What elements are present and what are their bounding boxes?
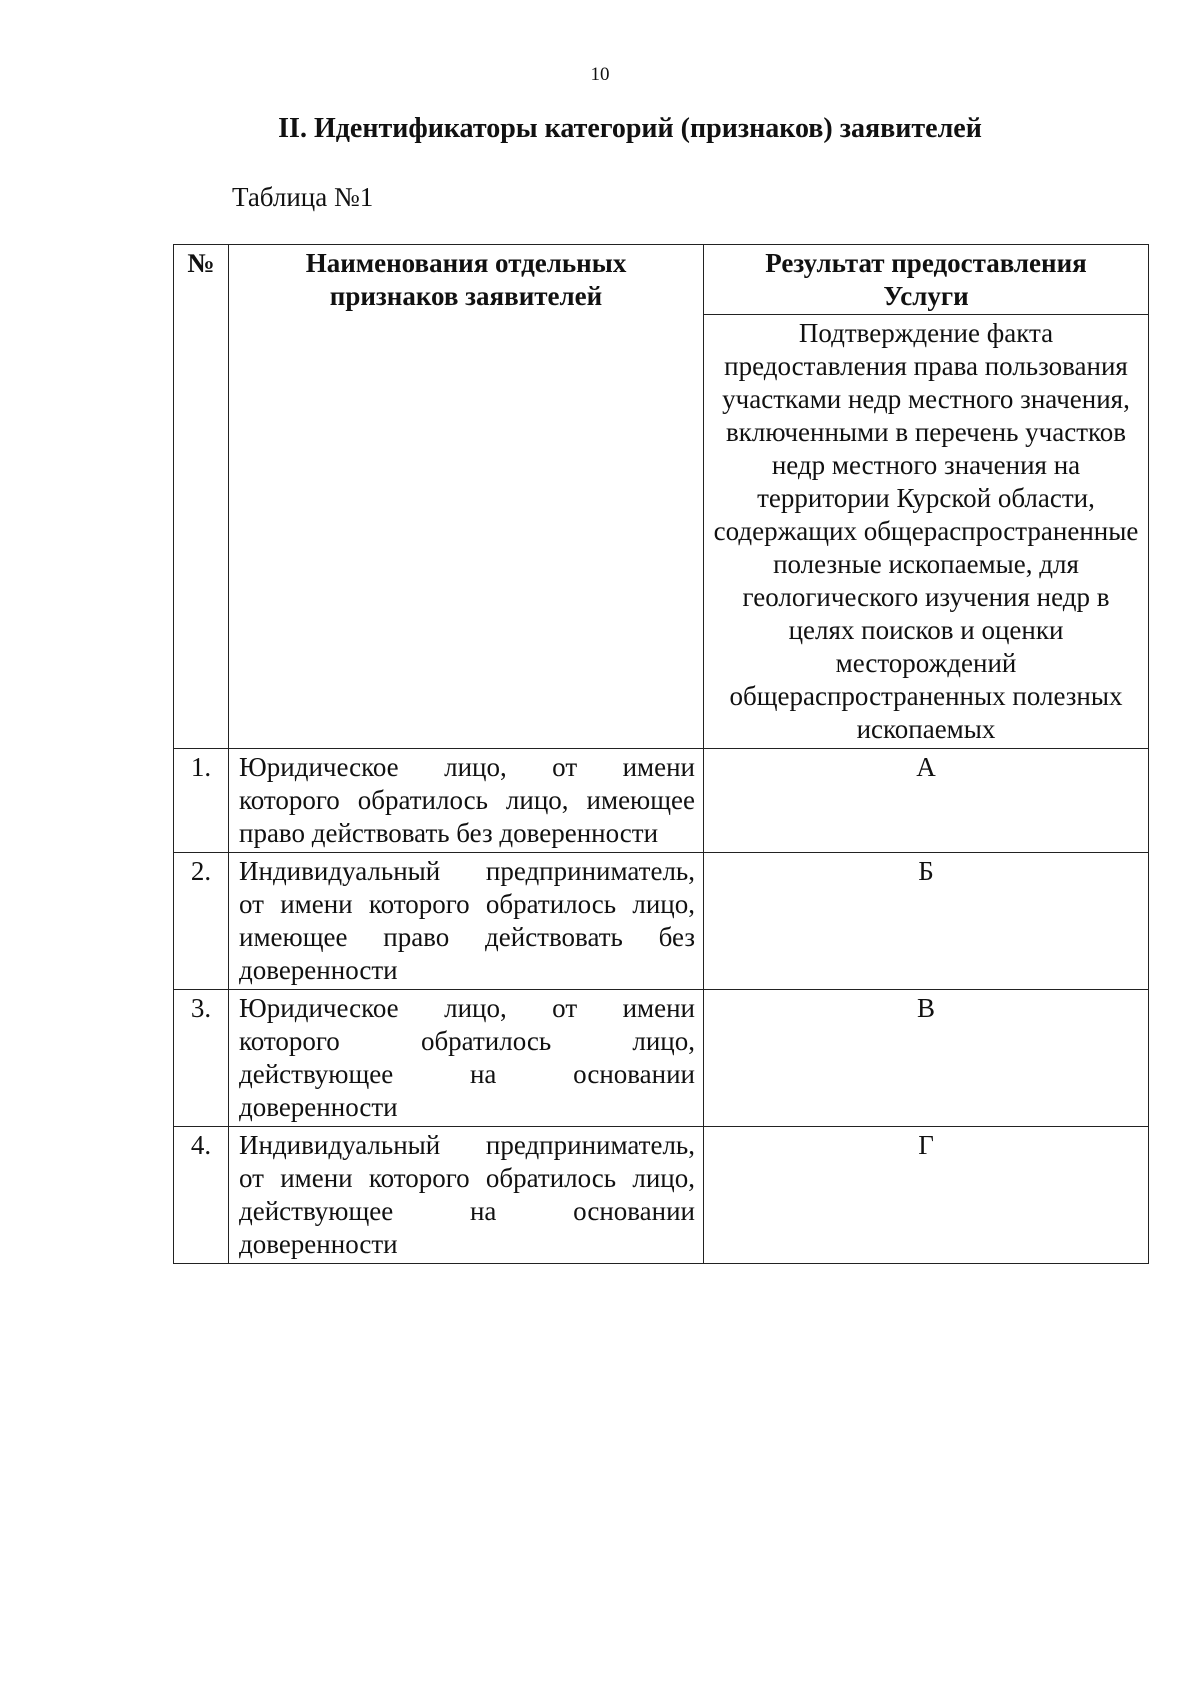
header-num: № — [174, 245, 229, 749]
row-result-code: Г — [704, 1127, 1149, 1264]
table-row — [174, 1127, 1149, 1264]
row-number: 2. — [174, 853, 229, 990]
applicant-name-line: Индивидуальный предприниматель, — [239, 1130, 695, 1160]
row-number: 1. — [174, 749, 229, 853]
table-caption: Таблица №1 — [232, 182, 374, 212]
row-result-code: А — [704, 749, 1149, 853]
applicant-name-line: от имени которого обратилось лицо, — [239, 889, 695, 919]
row-applicant-name — [229, 1127, 704, 1264]
table-row — [174, 853, 1149, 990]
table-header-row — [174, 245, 1149, 749]
applicant-name-line: доверенности — [239, 955, 398, 985]
applicants-table — [173, 244, 1149, 1264]
applicant-name-line: которого обратилось лицо, — [239, 1026, 695, 1056]
header-result-title — [704, 245, 1148, 315]
header-name-text: Наименования отдельных признаков заявителей — [305, 248, 627, 311]
header-result-title-text: Результат предоставления Услуги — [765, 248, 1087, 311]
applicant-name-line: действующее на основании — [239, 1059, 695, 1089]
row-applicant-name — [229, 853, 704, 990]
row-applicant-name — [229, 749, 704, 853]
row-number: 3. — [174, 990, 229, 1127]
applicant-name-line: право действовать без доверенности — [239, 818, 659, 848]
section-title: II. Идентификаторы категорий (признаков) заявителей — [278, 113, 982, 144]
header-result — [704, 245, 1149, 749]
header-result-description: Подтверждение факта предоставления права пользования участками недр местного значения, включенными в перечень участков недр местного значения на территории Курской области, содержащих общераспространенные полезные ископаемые, для геологического изучения недр в целях поисков и оценки месторождений общераспространенных полезных ископаемых — [713, 318, 1139, 744]
applicant-name-line: Юридическое лицо, от имени — [239, 993, 695, 1023]
applicant-name-line: Индивидуальный предприниматель, — [239, 856, 695, 886]
applicant-name-line: действующее на основании — [239, 1196, 695, 1226]
applicant-name-line: от имени которого обратилось лицо, — [239, 1163, 695, 1193]
applicant-name-line: которого обратилось лицо, имеющее — [239, 785, 695, 815]
applicant-name-line: доверенности — [239, 1092, 398, 1122]
row-number: 4. — [174, 1127, 229, 1264]
header-name — [229, 245, 704, 749]
applicant-name-line: имеющее право действовать без — [239, 922, 695, 952]
page-number: 10 — [590, 64, 610, 85]
row-applicant-name — [229, 990, 704, 1127]
applicant-name-line: доверенности — [239, 1229, 398, 1259]
table-row — [174, 749, 1149, 853]
row-result-code: Б — [704, 853, 1149, 990]
row-result-code: В — [704, 990, 1149, 1127]
applicant-name-line: Юридическое лицо, от имени — [239, 752, 695, 782]
table-row — [174, 990, 1149, 1127]
